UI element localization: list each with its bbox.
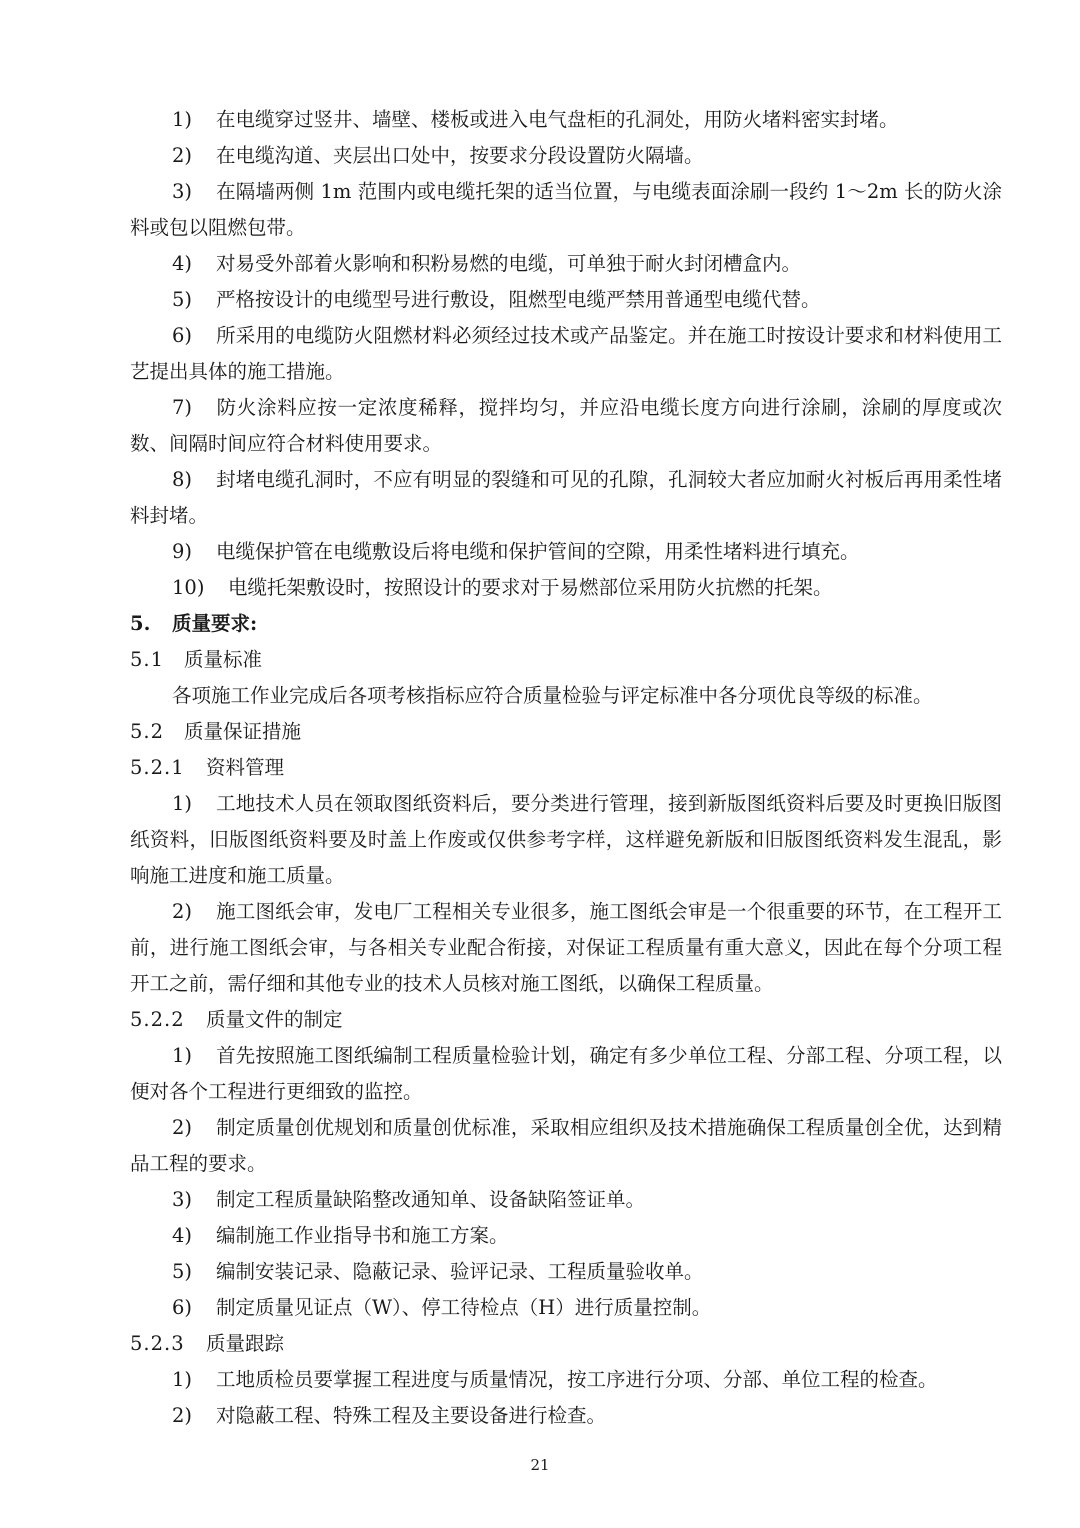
paragraph: 各项施工作业完成后各项考核指标应符合质量检验与评定标准中各分项优良等级的标准。 (172, 684, 933, 707)
list-item: 1) 首先按照施工图纸编制工程质量检验计划，确定有多少单位工程、分部工程、分项工程，以便对各个工程进行更细致的监控。 (130, 1044, 1002, 1103)
list-item: 2) 施工图纸会审，发电厂工程相关专业很多，施工图纸会审是一个很重要的环节，在工程开工前，进行施工图纸会审，与各相关专业配合衔接，对保证工程质量有重大意义，因此在每个分项工程开工之前，需仔细和其他专业的技术人员核对施工图纸，以确保工程质量。 (130, 900, 1002, 995)
subsection-heading: 5.2.1 资料管理 (130, 756, 285, 779)
list-item: 5) 严格按设计的电缆型号进行敷设，阻燃型电缆严禁用普通型电缆代替。 (172, 288, 821, 311)
page-number: 21 (530, 1456, 550, 1474)
list-item: 1) 在电缆穿过竖井、墙壁、楼板或进入电气盘柜的孔洞处，用防火堵料密实封堵。 (172, 108, 899, 131)
list-item: 4) 编制施工作业指导书和施工方案。 (172, 1224, 509, 1247)
subsection-heading: 5.2 质量保证措施 (130, 720, 302, 743)
list-item: 2) 对隐蔽工程、特殊工程及主要设备进行检查。 (172, 1404, 607, 1427)
list-item: 9) 电缆保护管在电缆敷设后将电缆和保护管间的空隙，用柔性堵料进行填充。 (172, 540, 860, 563)
list-item: 10) 电缆托架敷设时，按照设计的要求对于易燃部位采用防火抗燃的托架。 (172, 576, 833, 599)
subsection-heading: 5.2.3 质量跟踪 (130, 1332, 285, 1355)
list-item: 2) 在电缆沟道、夹层出口处中，按要求分段设置防火隔墙。 (172, 144, 704, 167)
page-content (130, 102, 1002, 1434)
list-item: 7) 防火涂料应按一定浓度稀释，搅拌均匀，并应沿电缆长度方向进行涂刷，涂刷的厚度或次数、间隔时间应符合材料使用要求。 (130, 396, 1002, 455)
list-item: 4) 对易受外部着火影响和积粉易燃的电缆，可单独于耐火封闭槽盒内。 (172, 252, 802, 275)
list-item: 5) 编制安装记录、隐蔽记录、验评记录、工程质量验收单。 (172, 1260, 704, 1283)
list-item: 6) 所采用的电缆防火阻燃材料必须经过技术或产品鉴定。并在施工时按设计要求和材料使用工艺提出具体的施工措施。 (130, 324, 1002, 383)
list-item: 6) 制定质量见证点（W）、停工待检点（H）进行质量控制。 (172, 1296, 712, 1319)
list-item: 3) 在隔墙两侧 1m 范围内或电缆托架的适当位置，与电缆表面涂刷一段约 1～2m 长的防火涂料或包以阻燃包带。 (130, 180, 1002, 239)
list-item: 2) 制定质量创优规划和质量创优标准，采取相应组织及技术措施确保工程质量创全优，达到精品工程的要求。 (130, 1116, 1002, 1175)
section-heading: 5. 质量要求: (130, 612, 258, 635)
list-item: 8) 封堵电缆孔洞时，不应有明显的裂缝和可见的孔隙，孔洞较大者应加耐火衬板后再用柔性堵料封堵。 (130, 468, 1002, 527)
subsection-heading: 5.1 质量标准 (130, 648, 263, 671)
subsection-heading: 5.2.2 质量文件的制定 (130, 1008, 343, 1031)
list-item: 1) 工地质检员要掌握工程进度与质量情况，按工序进行分项、分部、单位工程的检查。 (172, 1368, 938, 1391)
list-item: 3) 制定工程质量缺陷整改通知单、设备缺陷签证单。 (172, 1188, 646, 1211)
fire-measures-list (130, 102, 1002, 606)
list-item: 1) 工地技术人员在领取图纸资料后，要分类进行管理，接到新版图纸资料后要及时更换旧版图纸资料，旧版图纸资料要及时盖上作废或仅供参考字样，这样避免新版和旧版图纸资料发生混乱，影响施工进度和施工质量。 (130, 792, 1002, 887)
